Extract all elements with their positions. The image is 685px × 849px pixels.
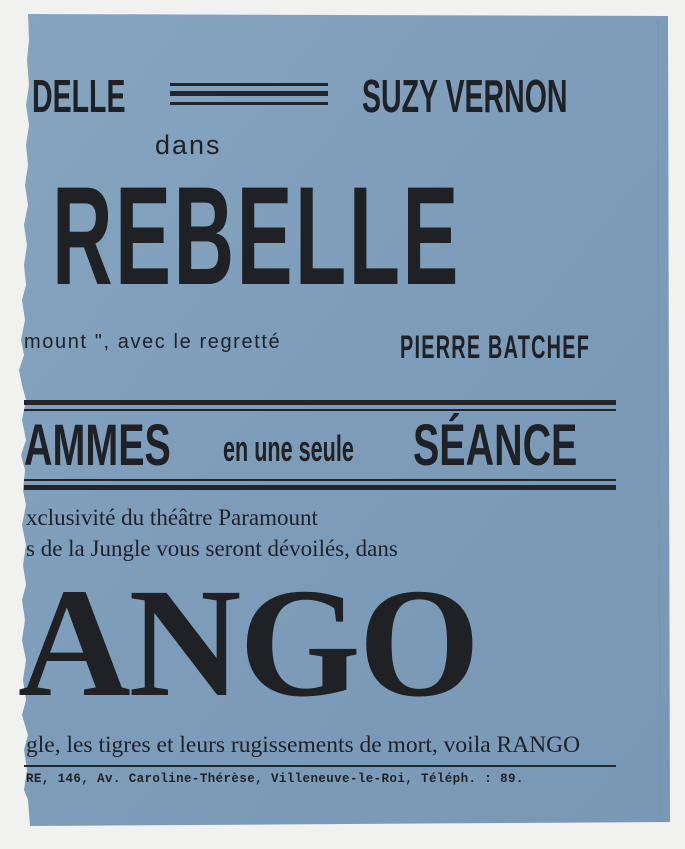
actor-name-left: DELLE (32, 70, 126, 122)
printer-line: RE, 146, Av. Caroline-Thérèse, Villeneuve-le-Roi, Téléph. : 89. (26, 772, 524, 786)
band-rule-top-thick (24, 400, 616, 405)
seance-word: SÉANCE (413, 413, 578, 478)
dans-label: dans (155, 130, 222, 160)
band-rule-bottom-thin (24, 479, 616, 481)
header-divider-top (170, 83, 328, 86)
programmes-word: AMMES (24, 413, 171, 478)
band-rule-bottom-thick (24, 485, 616, 490)
programmes-middle: en une seule (223, 428, 354, 469)
credit-line: mount ", avec le regretté (24, 331, 282, 353)
credit-name: PIERRE BATCHEF (400, 329, 591, 365)
footer-rule (24, 765, 616, 767)
band-rule-top-thin (24, 409, 616, 411)
actor-name-right: SUZY VERNON (362, 70, 568, 122)
film-title-rango: ANGO (18, 556, 478, 729)
header-divider-middle (170, 91, 328, 96)
header-divider-bottom (170, 102, 328, 105)
film-title-rebelle: REBELLE (52, 157, 461, 314)
exclusive-line: xclusivité du théâtre Paramount (26, 505, 318, 530)
jungle-line: s de la Jungle vous seront dévoilés, dans (26, 536, 398, 561)
tagline: gle, les tigres et leurs rugissements de mort, voila RANGO (26, 732, 581, 758)
